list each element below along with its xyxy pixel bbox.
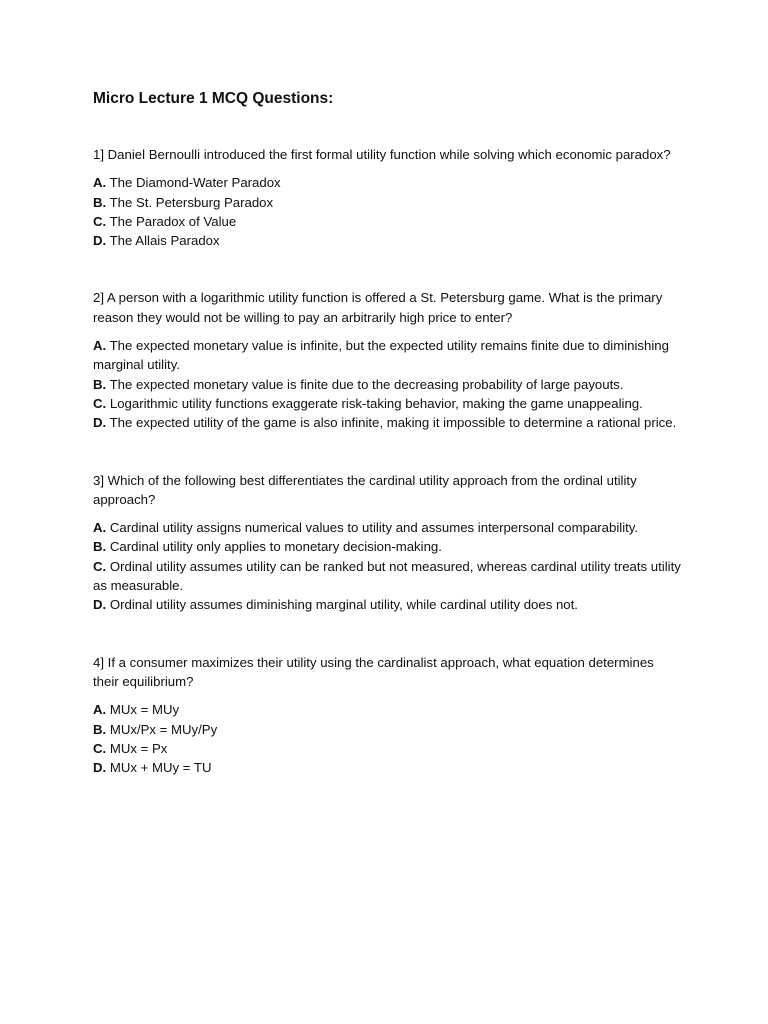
option-b — [93, 537, 683, 556]
option-letter: B. — [93, 539, 107, 555]
option-letter: A. — [93, 702, 107, 718]
document-page — [93, 88, 683, 777]
option-text: MUx/Px = MUy/Py — [109, 721, 218, 737]
question-3 — [93, 471, 683, 615]
option-letter: B. — [93, 721, 107, 737]
option-d — [93, 758, 683, 777]
options-list — [93, 173, 683, 250]
option-text: The expected monetary value is infinite, but the expected utility remains finite due to diminishing marginal utility. — [93, 338, 669, 373]
option-text: The expected monetary value is finite due to the decreasing probability of large payouts. — [109, 376, 624, 392]
option-text: MUx = Px — [109, 740, 168, 756]
option-letter: C. — [93, 558, 107, 574]
option-letter: A. — [93, 338, 107, 354]
option-b — [93, 375, 683, 394]
option-a — [93, 700, 683, 719]
option-letter: D. — [93, 760, 107, 776]
option-text: MUx + MUy = TU — [109, 760, 212, 776]
option-c — [93, 394, 683, 413]
question-1 — [93, 145, 683, 250]
option-text: Ordinal utility assumes utility can be ranked but not measured, whereas cardinal utility treats utility as measurable. — [93, 558, 681, 594]
option-text: Cardinal utility assigns numerical values to utility and assumes interpersonal comparability. — [109, 520, 639, 536]
option-b — [93, 720, 683, 739]
option-c — [93, 557, 683, 596]
option-letter: A. — [93, 520, 107, 536]
option-a — [93, 518, 683, 537]
option-c — [93, 739, 683, 758]
document-title: Micro Lecture 1 MCQ Questions: — [93, 90, 334, 107]
question-text: 4] If a consumer maximizes their utility using the cardinalist approach, what equation determines their equilibrium? — [93, 654, 654, 689]
option-letter: D. — [93, 233, 107, 249]
question-text: 3] Which of the following best differentiates the cardinal utility approach from the ordinal utility approach? — [93, 472, 637, 507]
option-d — [93, 595, 683, 614]
option-a — [93, 173, 683, 192]
options-list — [93, 518, 683, 614]
options-list — [93, 700, 683, 777]
option-b — [93, 193, 683, 212]
option-text: Ordinal utility assumes diminishing marginal utility, while cardinal utility does not. — [109, 597, 578, 613]
question-spacer — [93, 615, 683, 653]
option-letter: A. — [93, 175, 107, 191]
options-list — [93, 336, 683, 432]
option-letter: C. — [93, 213, 107, 229]
question-text: 2] A person with a logarithmic utility function is offered a St. Petersburg game. What is the primary reason they would not be willing to pay an arbitrarily high price to enter? — [93, 290, 663, 325]
option-letter: B. — [93, 376, 107, 392]
question-2 — [93, 288, 683, 432]
option-text: The Diamond-Water Paradox — [109, 175, 281, 191]
question-spacer — [93, 250, 683, 288]
option-text: MUx = MUy — [109, 702, 180, 718]
question-text: 1] Daniel Bernoulli introduced the first formal utility function while solving which economic paradox? — [93, 147, 671, 162]
option-letter: C. — [93, 395, 107, 411]
option-text: Cardinal utility only applies to monetary decision-making. — [109, 539, 442, 555]
question-4 — [93, 653, 683, 778]
option-d — [93, 413, 683, 432]
option-text: The expected utility of the game is also infinite, making it impossible to determine a rational price. — [109, 415, 677, 431]
option-letter: C. — [93, 740, 107, 756]
option-text: Logarithmic utility functions exaggerate risk-taking behavior, making the game unappealing. — [109, 395, 643, 411]
option-d — [93, 231, 683, 250]
option-a — [93, 336, 683, 375]
option-letter: B. — [93, 194, 107, 210]
option-letter: D. — [93, 415, 107, 431]
option-letter: D. — [93, 597, 107, 613]
option-c — [93, 212, 683, 231]
option-text: The Paradox of Value — [109, 213, 237, 229]
option-text: The Allais Paradox — [109, 233, 220, 249]
question-spacer — [93, 433, 683, 471]
option-text: The St. Petersburg Paradox — [109, 194, 274, 210]
